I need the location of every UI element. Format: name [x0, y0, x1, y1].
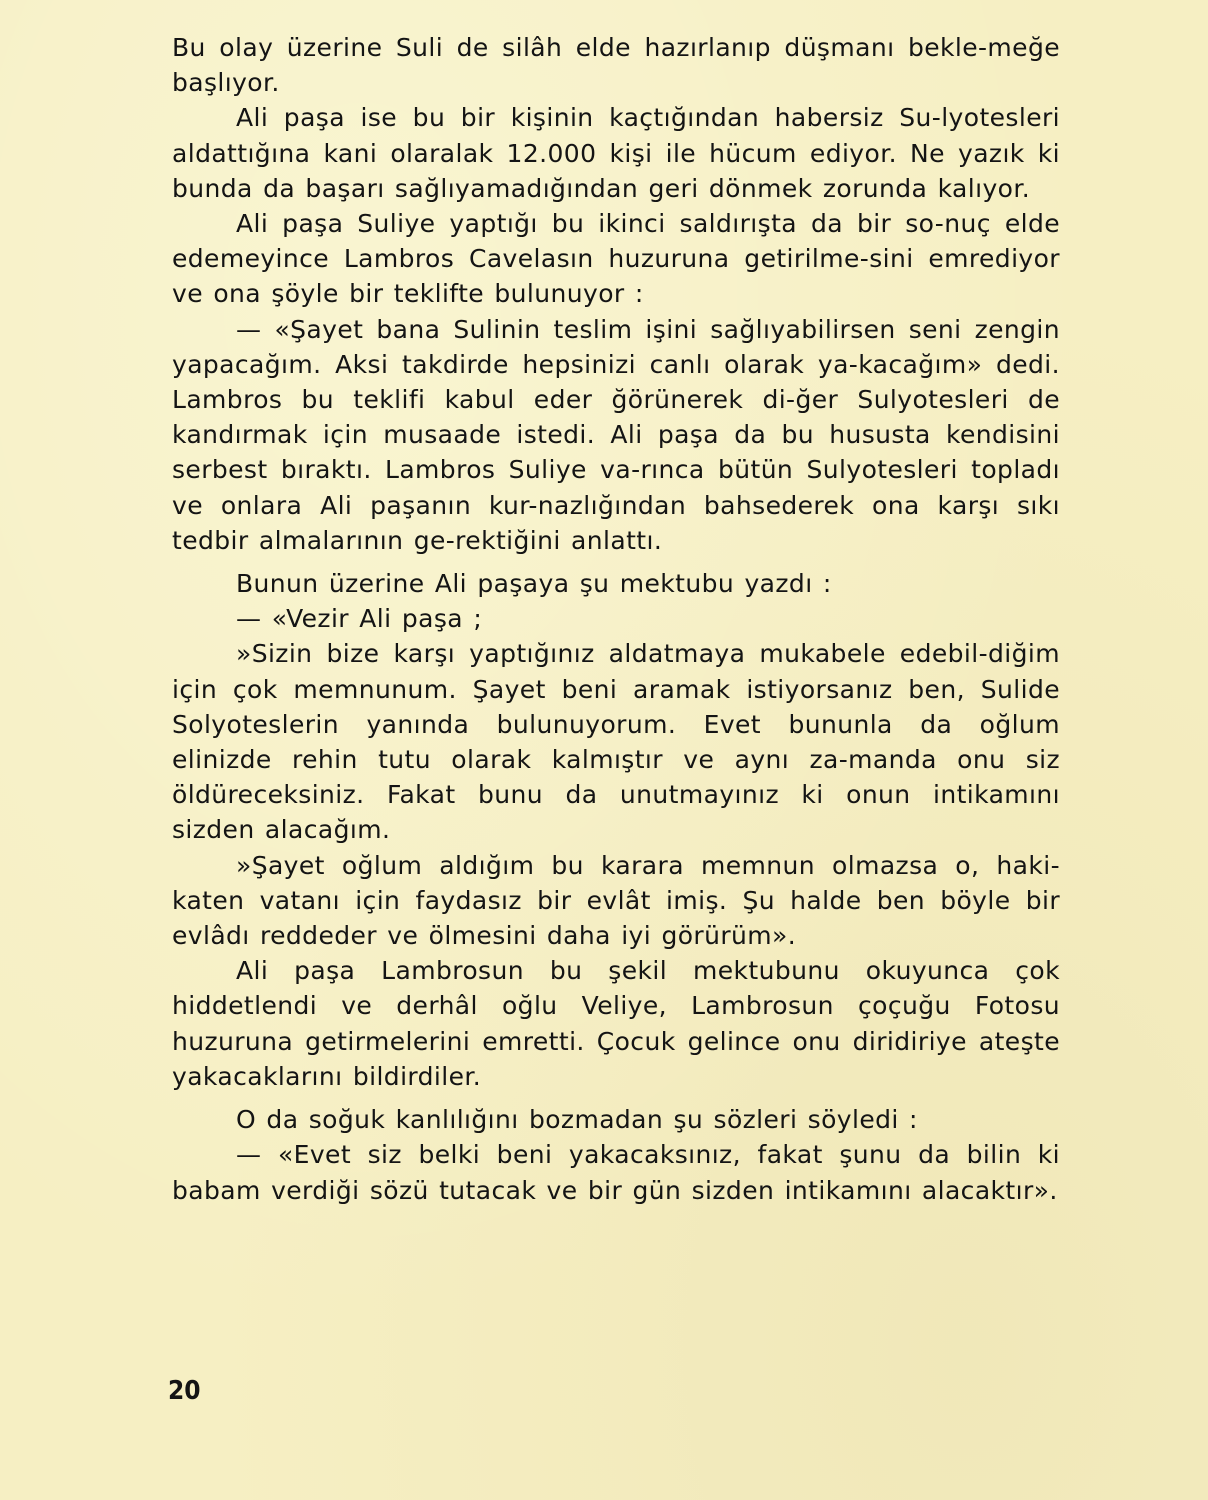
paragraph-7: »Sizin bize karşı yaptığınız aldatmaya mukabele edebil-diğim için çok memnunum. Şayet beni aramak istiyorsanız ben, Sulide Solyoteslerin yanında bulunuyorum. Evet bununla da oğlum elinizde rehin tutu olarak kalmıştır ve aynı za-manda onu siz öldüreceksiniz. Fakat bunu da unutmayınız ki onun intikamını sizden alacağım. [172, 639, 1060, 845]
paragraph-6: — «Vezir Ali paşa ; [236, 604, 483, 634]
body-text [172, 30, 1060, 1208]
paragraph-11: — «Evet siz belki beni yakacaksınız, fakat şunu da bilin ki babam verdiği sözü tutacak ve bir gün sizden intikamını alacaktır». [172, 1140, 1060, 1205]
paragraph-3: Ali paşa Suliye yaptığı bu ikinci saldırışta da bir so-nuç elde edemeyince Lambros Cavelasın huzuruna getirilme-sini emrediyor ve ona şöyle bir teklifte bulunuyor : [172, 209, 1060, 309]
paragraph-10: O da soğuk kanlılığını bozmadan şu sözleri söyledi : [236, 1105, 918, 1135]
paragraph-1: Bu olay üzerine Suli de silâh elde hazırlanıp düşmanı bekle-meğe başlıyor. [172, 33, 1060, 98]
paragraph-2: Ali paşa ise bu bir kişinin kaçtığından habersiz Su-lyotesleri aldattığına kani olaralak 12.000 kişi ile hücum ediyor. Ne yazık ki bunda da başarı sağlıyamadığından geri dönmek zorunda kalıyor. [172, 103, 1060, 203]
paragraph-5: Bunun üzerine Ali paşaya şu mektubu yazdı : [236, 569, 832, 599]
paragraph-4: — «Şayet bana Sulinin teslim işini sağlıyabilirsen seni zengin yapacağım. Aksi takdirde hepsinizi canlı olarak ya-kacağım» dedi. Lambros bu teklifi kabul eder ğörünerek di-ğer Sulyotesleri de kandırmak için musaade istedi. Ali paşa da bu hususta kendisini serbest bıraktı. Lambros Suliye va-rınca bütün Sulyotesleri topladı ve onlara Ali paşanın kur-nazlığından bahsederek ona karşı sıkı tedbir almalarının ge-rektiğini anlattı. [172, 314, 1060, 555]
paragraph-9: Ali paşa Lambrosun bu şekil mektubunu okuyunca çok hiddetlendi ve derhâl oğlu Veliye, Lambrosun çoçuğu Fotosu huzuruna getirmelerini emretti. Çocuk gelince onu diridiriye ateşte yakacaklarını bildirdiler. [172, 956, 1060, 1091]
paragraph-8: »Şayet oğlum aldığım bu karara memnun olmazsa o, haki-katen vatanı için faydasız bir evlât imiş. Şu halde ben böyle bir evlâdı reddeder ve ölmesini daha iyi görürüm». [172, 850, 1060, 951]
page-number: 20 [168, 1376, 201, 1406]
